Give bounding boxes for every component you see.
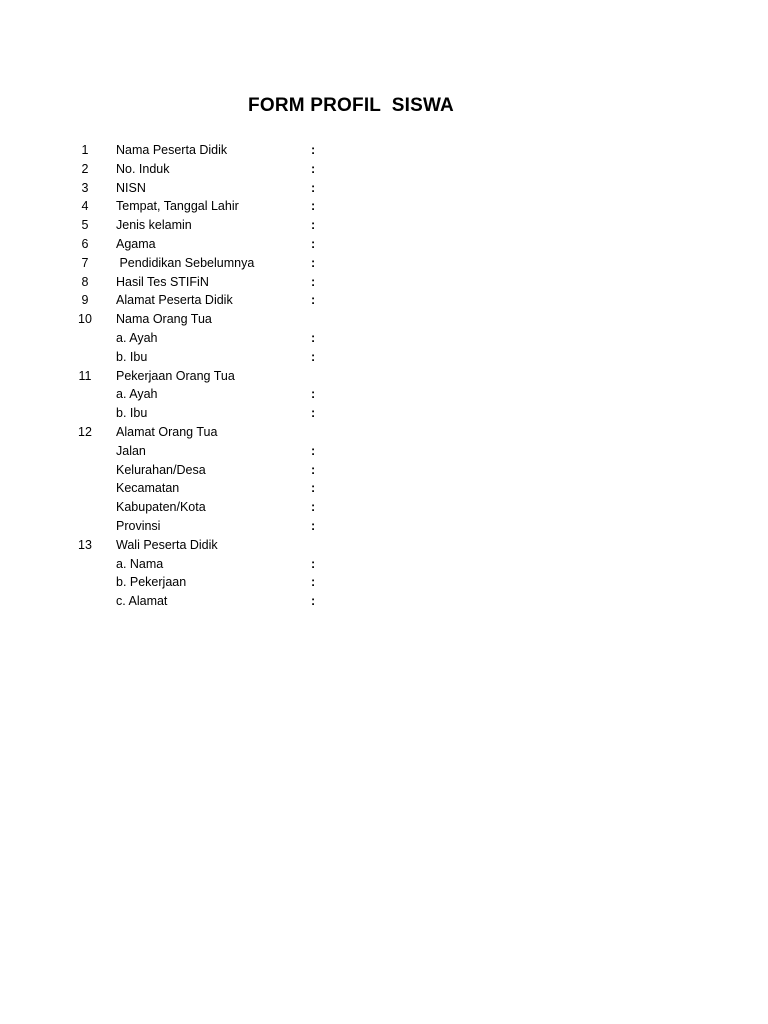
field-colon: : — [311, 199, 316, 214]
field-label: Tempat, Tanggal Lahir — [116, 199, 239, 214]
field-label: Kelurahan/Desa — [116, 462, 206, 477]
field-colon: : — [311, 462, 316, 477]
form-row — [70, 179, 370, 198]
form-row — [70, 310, 370, 329]
field-colon: : — [311, 481, 316, 496]
row-number: 12 — [78, 424, 92, 439]
form-row — [70, 442, 370, 461]
form-row — [70, 498, 370, 517]
form-row — [70, 197, 370, 216]
row-number: 4 — [81, 199, 89, 214]
field-colon: : — [311, 500, 316, 515]
row-number: 7 — [81, 255, 89, 270]
page-title: FORM PROFIL SISWA — [248, 95, 454, 116]
field-colon: : — [311, 218, 316, 233]
row-number: 9 — [81, 293, 89, 308]
field-label: b. Ibu — [116, 406, 148, 421]
field-colon: : — [311, 443, 316, 458]
field-colon: : — [311, 143, 316, 157]
form-row — [70, 423, 370, 442]
field-colon: : — [311, 594, 316, 609]
row-number: 8 — [81, 274, 89, 289]
field-label: c. Alamat — [116, 594, 168, 609]
form-row — [70, 479, 370, 498]
field-colon: : — [311, 518, 316, 533]
field-colon: : — [311, 236, 316, 251]
field-label: Pekerjaan Orang Tua — [116, 368, 235, 383]
field-colon: : — [311, 180, 316, 195]
field-label: Nama Orang Tua — [116, 312, 212, 327]
field-label: Pendidikan Sebelumnya — [116, 255, 255, 270]
row-number: 5 — [81, 218, 89, 233]
field-colon: : — [311, 575, 316, 590]
form-row — [70, 348, 370, 367]
row-number: 10 — [78, 312, 92, 327]
field-label: Kecamatan — [116, 481, 180, 496]
form-row — [70, 385, 370, 404]
form-row — [70, 329, 370, 348]
field-label: Alamat Orang Tua — [116, 424, 218, 439]
field-label: a. Nama — [116, 556, 164, 571]
field-colon: : — [311, 349, 316, 364]
field-label: b. Pekerjaan — [116, 575, 187, 590]
row-number: 1 — [81, 143, 89, 157]
field-label: Jenis kelamin — [116, 218, 192, 233]
form-row — [70, 461, 370, 480]
field-label: Nama Peserta Didik — [116, 143, 228, 157]
field-label: a. Ayah — [116, 330, 158, 345]
field-colon: : — [311, 274, 316, 289]
field-label: No. Induk — [116, 161, 170, 176]
row-number: 11 — [78, 368, 92, 383]
field-label: Agama — [116, 236, 156, 251]
form-row — [70, 141, 370, 160]
form-row — [70, 216, 370, 235]
form-row — [70, 404, 370, 423]
field-label: NISN — [116, 180, 146, 195]
field-label: Kabupaten/Kota — [116, 500, 206, 515]
row-number: 13 — [78, 537, 92, 552]
form-row — [70, 254, 370, 273]
field-label: Hasil Tes STIFiN — [116, 274, 209, 289]
form-row — [70, 235, 370, 254]
field-colon: : — [311, 255, 316, 270]
row-number: 6 — [81, 236, 89, 251]
form-row — [70, 555, 370, 574]
form-row — [70, 291, 370, 310]
field-label: a. Ayah — [116, 387, 158, 402]
field-label: Wali Peserta Didik — [116, 537, 218, 552]
field-colon: : — [311, 387, 316, 402]
field-colon: : — [311, 293, 316, 308]
form-row — [70, 536, 370, 555]
field-colon: : — [311, 406, 316, 421]
field-label: Jalan — [116, 443, 146, 458]
row-number: 3 — [81, 180, 89, 195]
row-number: 2 — [81, 161, 89, 176]
field-label: Alamat Peserta Didik — [116, 293, 233, 308]
field-label: Provinsi — [116, 518, 161, 533]
form-row — [70, 160, 370, 179]
form-row — [70, 592, 370, 611]
field-colon: : — [311, 330, 316, 345]
field-colon: : — [311, 161, 316, 176]
form-field-list — [70, 141, 370, 611]
field-label: b. Ibu — [116, 349, 148, 364]
form-row — [70, 367, 370, 386]
field-colon: : — [311, 556, 316, 571]
form-row — [70, 517, 370, 536]
form-row — [70, 273, 370, 292]
form-row — [70, 573, 370, 592]
